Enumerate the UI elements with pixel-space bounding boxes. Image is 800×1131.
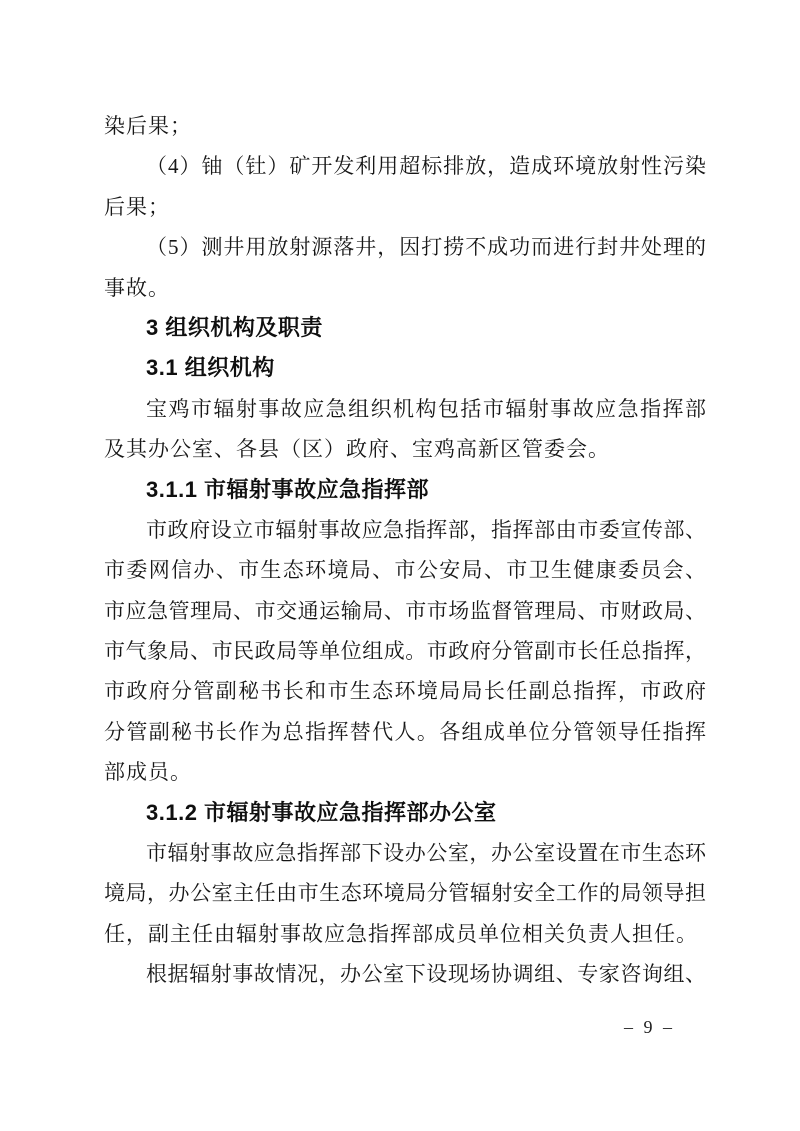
body-line: （5）测井用放射源落井，因打捞不成功而进行封井处理的 — [146, 235, 706, 260]
body-line: 及其办公室、各县（区）政府、宝鸡高新区管委会。 — [104, 437, 610, 462]
body-line: 分管副秘书长作为总指挥替代人。各组成单位分管领导任指挥 — [104, 719, 706, 744]
section-heading-3: 3 组织机构及职责 — [146, 314, 323, 340]
body-line: 宝鸡市辐射事故应急组织机构包括市辐射事故应急指挥部 — [146, 396, 706, 421]
body-line: 境局，办公室主任由市生态环境局分管辐射安全工作的局领导担 — [104, 881, 706, 906]
body-line: （4）铀（钍）矿开发利用超标排放，造成环境放射性污染 — [146, 154, 706, 179]
body-line: 市政府设立市辐射事故应急指挥部，指挥部由市委宣传部、 — [146, 517, 706, 542]
section-heading-3-1-1: 3.1.1 市辐射事故应急指挥部 — [146, 476, 430, 502]
body-line: 市辐射事故应急指挥部下设办公室，办公室设置在市生态环 — [146, 841, 706, 866]
body-line: 后果； — [104, 194, 170, 219]
body-line: 事故。 — [104, 275, 170, 300]
body-line: 市委网信办、市生态环境局、市公安局、市卫生健康委员会、 — [104, 558, 706, 583]
section-heading-3-1-2: 3.1.2 市辐射事故应急指挥部办公室 — [146, 799, 497, 825]
section-heading-3-1: 3.1 组织机构 — [146, 355, 275, 381]
document-text-block — [104, 106, 706, 995]
page-number: – 9 – — [624, 1017, 674, 1037]
body-line: 任，副主任由辐射事故应急指挥部成员单位相关负责人担任。 — [104, 921, 698, 946]
body-line: 部成员。 — [104, 760, 192, 785]
body-line: 市气象局、市民政局等单位组成。市政府分管副市长任总指挥， — [104, 639, 706, 664]
body-line: 染后果； — [104, 114, 192, 138]
body-line: 根据辐射事故情况，办公室下设现场协调组、专家咨询组、 — [146, 962, 706, 987]
body-line: 市政府分管副秘书长和市生态环境局局长任副总指挥，市政府 — [104, 679, 706, 704]
body-line: 市应急管理局、市交通运输局、市市场监督管理局、市财政局、 — [104, 598, 706, 623]
